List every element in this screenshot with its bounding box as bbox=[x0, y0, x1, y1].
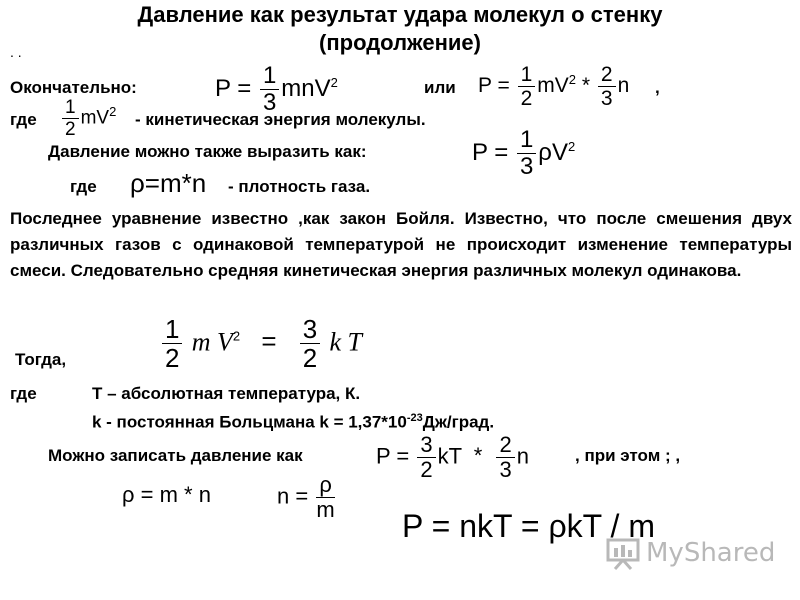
label-where-2: где bbox=[70, 177, 97, 196]
f4-den: 3 bbox=[519, 153, 534, 180]
formula-density: ρ=m*n bbox=[130, 168, 207, 198]
text-kinetic: - кинетическая энергия молекулы. bbox=[135, 110, 426, 129]
f1-exp: 2 bbox=[330, 74, 338, 90]
slide-title-line1: Давление как результат удара молекул о стенку bbox=[137, 2, 663, 27]
formula-pressure-1 bbox=[215, 64, 338, 115]
f6-num: 1 bbox=[162, 316, 182, 344]
comma: , bbox=[655, 78, 660, 97]
label-or: или bbox=[424, 78, 456, 97]
formula-kinetic bbox=[60, 98, 116, 139]
f4-fraction bbox=[517, 128, 536, 179]
f2-exp: 2 bbox=[568, 72, 576, 88]
f6-fraction-1 bbox=[162, 316, 182, 371]
formula-n-rho-m bbox=[277, 474, 337, 521]
myshared-logo bbox=[606, 536, 775, 570]
f9-num: ρ bbox=[316, 474, 335, 498]
formula-pressure-rho bbox=[472, 128, 575, 179]
text-boltzmann-def bbox=[92, 412, 494, 433]
boltz-exp: -23 bbox=[406, 412, 423, 424]
f1-rhs: mnV bbox=[281, 74, 331, 102]
formula-pressure-2 bbox=[478, 64, 629, 109]
f4-exp: 2 bbox=[567, 138, 576, 154]
f6-mv: m V bbox=[191, 327, 233, 357]
f7-kt: kT bbox=[437, 443, 462, 469]
paragraph-boyle: Последнее уравнение известно ,как закон Бойля. Известно, что после смешения двух различных газов с одинаковой температурой не происходит изменение температуры смеси. Следовательно средняя кинетическая энергия различных молекул одинакова. bbox=[10, 209, 792, 280]
f2-lhs: P = bbox=[478, 74, 510, 98]
f7-num2: 2 bbox=[496, 434, 514, 458]
f6-eq: = bbox=[261, 326, 277, 357]
f9-fraction bbox=[316, 474, 335, 521]
f3-fraction bbox=[62, 98, 79, 139]
f7-star: * bbox=[473, 443, 483, 469]
f2-fraction-2 bbox=[598, 64, 616, 109]
f6-kt: k T bbox=[329, 327, 362, 357]
text-in-this: , при этом ; , bbox=[575, 446, 681, 465]
f6-den: 2 bbox=[165, 343, 180, 373]
text-temp-def: T – абсолютная температура, К. bbox=[92, 384, 361, 403]
title-dots: . . bbox=[10, 44, 22, 60]
f2-mid: mV bbox=[537, 74, 569, 98]
formula-pressure-kt bbox=[376, 434, 529, 481]
f1-fraction bbox=[260, 64, 279, 115]
f1-lhs: P = bbox=[215, 74, 252, 102]
presentation-icon bbox=[606, 536, 640, 570]
f7-fraction-1 bbox=[417, 434, 435, 481]
boltz-post: Дж/град. bbox=[422, 412, 495, 432]
f9-lhs: n = bbox=[277, 483, 309, 509]
label-where-3: где bbox=[10, 384, 37, 403]
f3-den: 2 bbox=[65, 119, 76, 140]
formula-final: P = nkT = ρkT / m bbox=[402, 508, 655, 544]
f7-num: 3 bbox=[417, 434, 435, 458]
f3-num: 1 bbox=[62, 98, 79, 119]
f2-den2: 3 bbox=[600, 87, 613, 110]
f7-lhs: P = bbox=[376, 443, 410, 469]
f2-star: * bbox=[581, 74, 591, 98]
text-can-write: Можно записать давление как bbox=[48, 446, 303, 465]
f6-fraction-2 bbox=[300, 316, 320, 371]
label-where-1: где bbox=[10, 110, 37, 129]
f9-den: m bbox=[316, 497, 335, 522]
f4-lhs: P = bbox=[472, 138, 509, 166]
f6-num2: 3 bbox=[300, 316, 320, 344]
f2-fraction-1 bbox=[518, 64, 536, 109]
f2-n: n bbox=[617, 74, 630, 98]
f3-rhs: mV bbox=[80, 107, 110, 129]
f7-fraction-2 bbox=[496, 434, 514, 481]
f3-exp: 2 bbox=[109, 104, 117, 120]
boltz-pre: k - постоянная Больцмана k = 1,37*10 bbox=[92, 412, 407, 432]
f1-num: 1 bbox=[260, 64, 279, 90]
logo-text: MyShared bbox=[646, 538, 776, 568]
f2-num2: 2 bbox=[598, 64, 616, 87]
f1-den: 3 bbox=[262, 89, 277, 116]
f2-den: 2 bbox=[520, 87, 533, 110]
f4-rhs: ρV bbox=[538, 138, 568, 166]
f7-n: n bbox=[516, 443, 529, 469]
f7-den: 2 bbox=[420, 457, 433, 482]
f6-exp: 2 bbox=[232, 328, 241, 344]
label-finally: Окончательно: bbox=[10, 78, 137, 97]
formula-rho-mn: ρ = m * n bbox=[122, 482, 211, 507]
text-then: Тогда, bbox=[15, 350, 67, 369]
text-pressure-alt: Давление можно также выразить как: bbox=[48, 142, 367, 161]
f2-num: 1 bbox=[518, 64, 536, 87]
slide-title-line2: (продолжение) bbox=[319, 30, 481, 55]
f6-den2: 2 bbox=[302, 343, 318, 373]
text-density: - плотность газа. bbox=[228, 177, 371, 196]
f7-den2: 3 bbox=[499, 457, 512, 482]
formula-energy-temp bbox=[160, 316, 362, 371]
f4-num: 1 bbox=[517, 128, 536, 154]
